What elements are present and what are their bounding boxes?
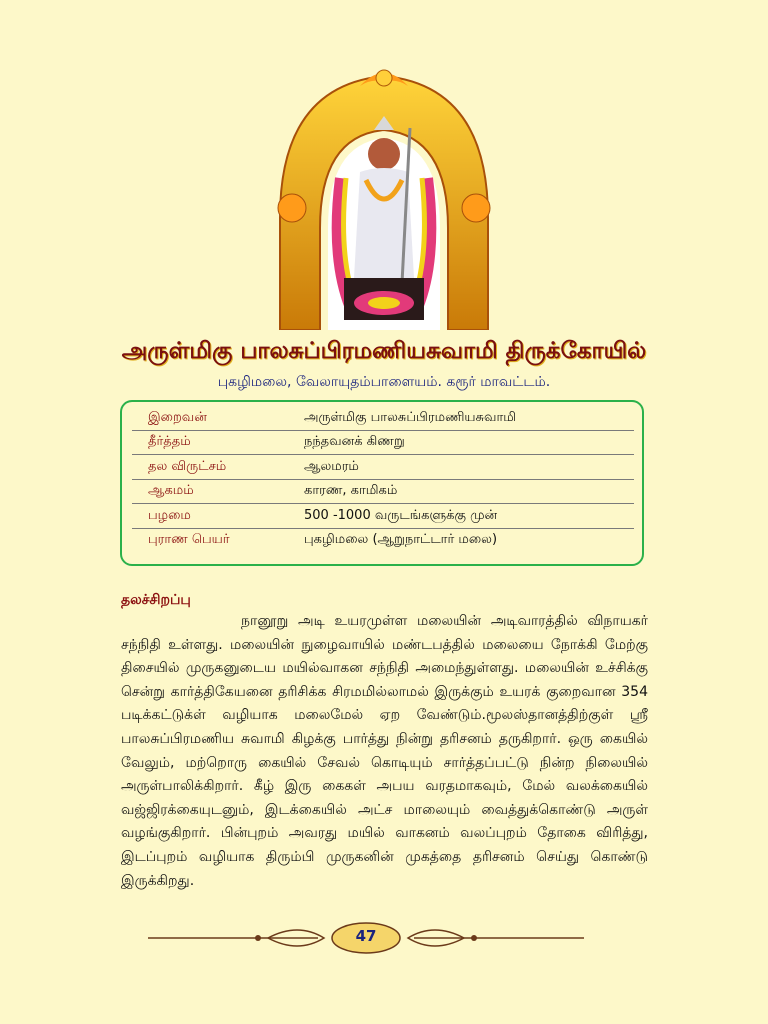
info-row (132, 430, 634, 455)
info-label: தீர்த்தம் (132, 430, 302, 455)
section-heading: தலச்சிறப்பு (121, 592, 191, 608)
temple-info-table (132, 406, 634, 552)
info-value: 500 -1000 வருடங்களுக்கு முன் (302, 504, 634, 529)
info-value: அருள்மிகு பாலசுப்பிரமணியசுவாமி (302, 406, 634, 430)
info-value: புகழிமலை (ஆறுநாட்டார் மலை) (304, 532, 498, 548)
info-label: பழமை (132, 504, 302, 529)
info-value: காரண, காமிகம் (302, 479, 634, 504)
info-value: நந்தவனக் கிணறு (302, 430, 634, 455)
info-value: ஆலமரம் (302, 455, 634, 480)
body-paragraph: நானூறு அடி உயரமுள்ள மலையின் அடிவாரத்தில் விநாயகர் சந்நிதி உள்ளது. மலையின் நுழைவாயில் மண்டபத்தில் மலையை நோக்கி மேற்கு திசையில் முருகனுடைய மயில்வாகன சந்நிதி அமைந்துள்ளது. மலையின் உச்சிக்கு சென்று கார்த்திகேயனை தரிசிக்க சிரமமில்லாமல் இருக்கும் உயரக் குறைவான 354 படிக்கட்டுக்ள் வழியாக மலைமேல் ஏற வேண்டும்.மூலஸ்தானத்திற்குள் ஸ்ரீ பாலசுப்பிரமணிய சுவாமி கிழக்கு பார்த்து நின்று தரிசனம் தருகிறார். ஒரு கையில் வேலும், மற்றொரு கையில் சேவல் கொடியும் சார்த்தப்பட்டு நின்ற நிலையில் அருள்பாலிக்கிறார். கீழ் இரு கைகள் அபய வரதமாகவும், மேல் வலக்கையில் வஜ்ஜிரக்கையுடனும், இடக்கையில் அட்ச மாலையும் வைத்துக்கொண்டு அருள் வழங்குகிறார். பின்புறம் அவரது மயில் வாகனம் வலப்புறம் தோகை விரித்து, இடப்புறம் வழியாக திரும்பி முருகனின் முகத்தை தரிசனம் செய்து கொண்டு இருக்கிறது. (121, 613, 648, 889)
info-label: தல விருட்சம் (132, 455, 302, 480)
page-subtitle: புகழிமலை, வேலாயுதம்பாளையம். கரூர் மாவட்டம். (217, 374, 551, 390)
info-label: புராண பெயர் (148, 532, 230, 548)
info-row (132, 455, 634, 480)
page-title: அருள்மிகு பாலசுப்பிரமணியசுவாமி திருக்கோயில் (121, 338, 647, 364)
info-row (132, 504, 634, 529)
temple-info-box (120, 400, 644, 566)
deity-image (270, 68, 498, 330)
page-number: 47 (355, 927, 377, 945)
info-label: இறைவன் (132, 406, 302, 430)
info-row (132, 528, 634, 552)
info-label: ஆகமம் (132, 479, 302, 504)
info-row (132, 479, 634, 504)
info-row (132, 406, 634, 430)
